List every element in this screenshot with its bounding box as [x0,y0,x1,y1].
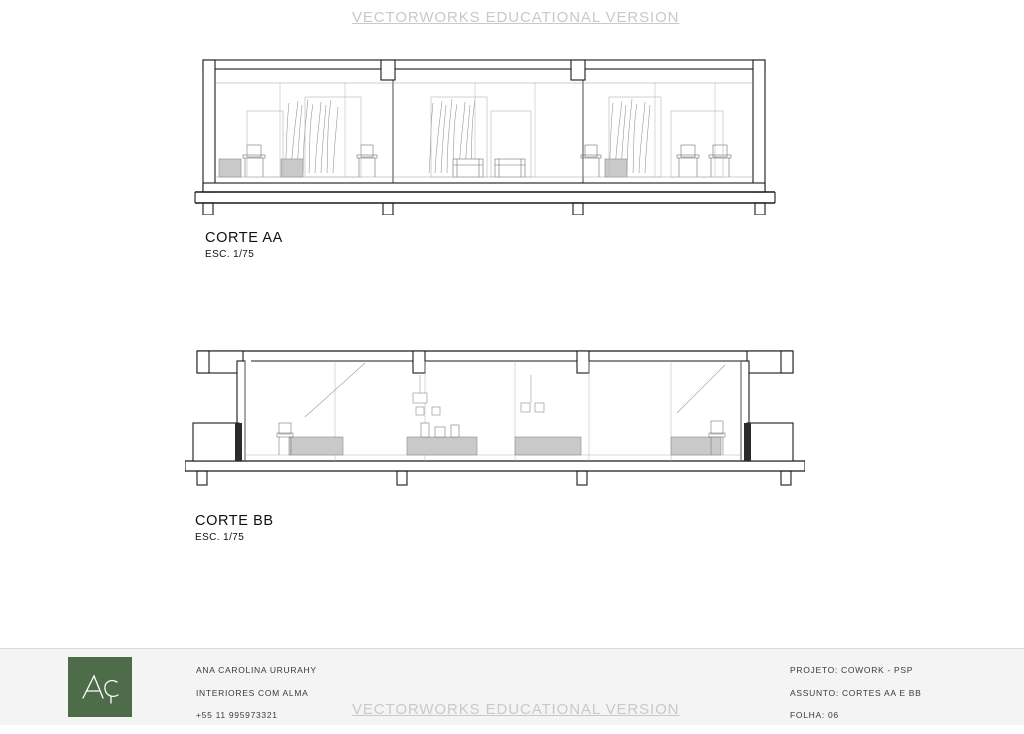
watermark-top: VECTORWORKS EDUCATIONAL VERSION [352,9,680,26]
corte-bb-svg [185,345,805,500]
section-drawing-corte-bb [185,345,805,500]
section-drawing-corte-aa [185,55,785,215]
corte-aa-scale: ESC. 1/75 [205,249,255,260]
footer-phone: +55 11 995973321 [196,710,278,720]
footer-left-column [196,666,317,734]
footer-subject: ASSUNTO: CORTES AA E BB [790,687,922,698]
footer-right-column [790,666,922,734]
footer-tagline: INTERIORES COM ALMA [196,687,309,698]
label-corte-aa [205,230,283,260]
label-corte-bb [195,513,274,543]
corte-aa-svg [185,55,785,215]
footer-project: PROJETO: COWORK - PSP [790,665,914,675]
watermark-bottom: VECTORWORKS EDUCATIONAL VERSION [352,701,680,718]
footer-sheet: FOLHA: 06 [790,710,839,720]
footer-author: ANA CAROLINA URURAHY [196,665,317,675]
corte-bb-scale: ESC. 1/75 [195,532,245,543]
corte-aa-title: CORTE AA [205,230,283,246]
logo-monogram-icon [77,667,123,707]
studio-logo [68,657,132,717]
corte-bb-title: CORTE BB [195,513,274,529]
